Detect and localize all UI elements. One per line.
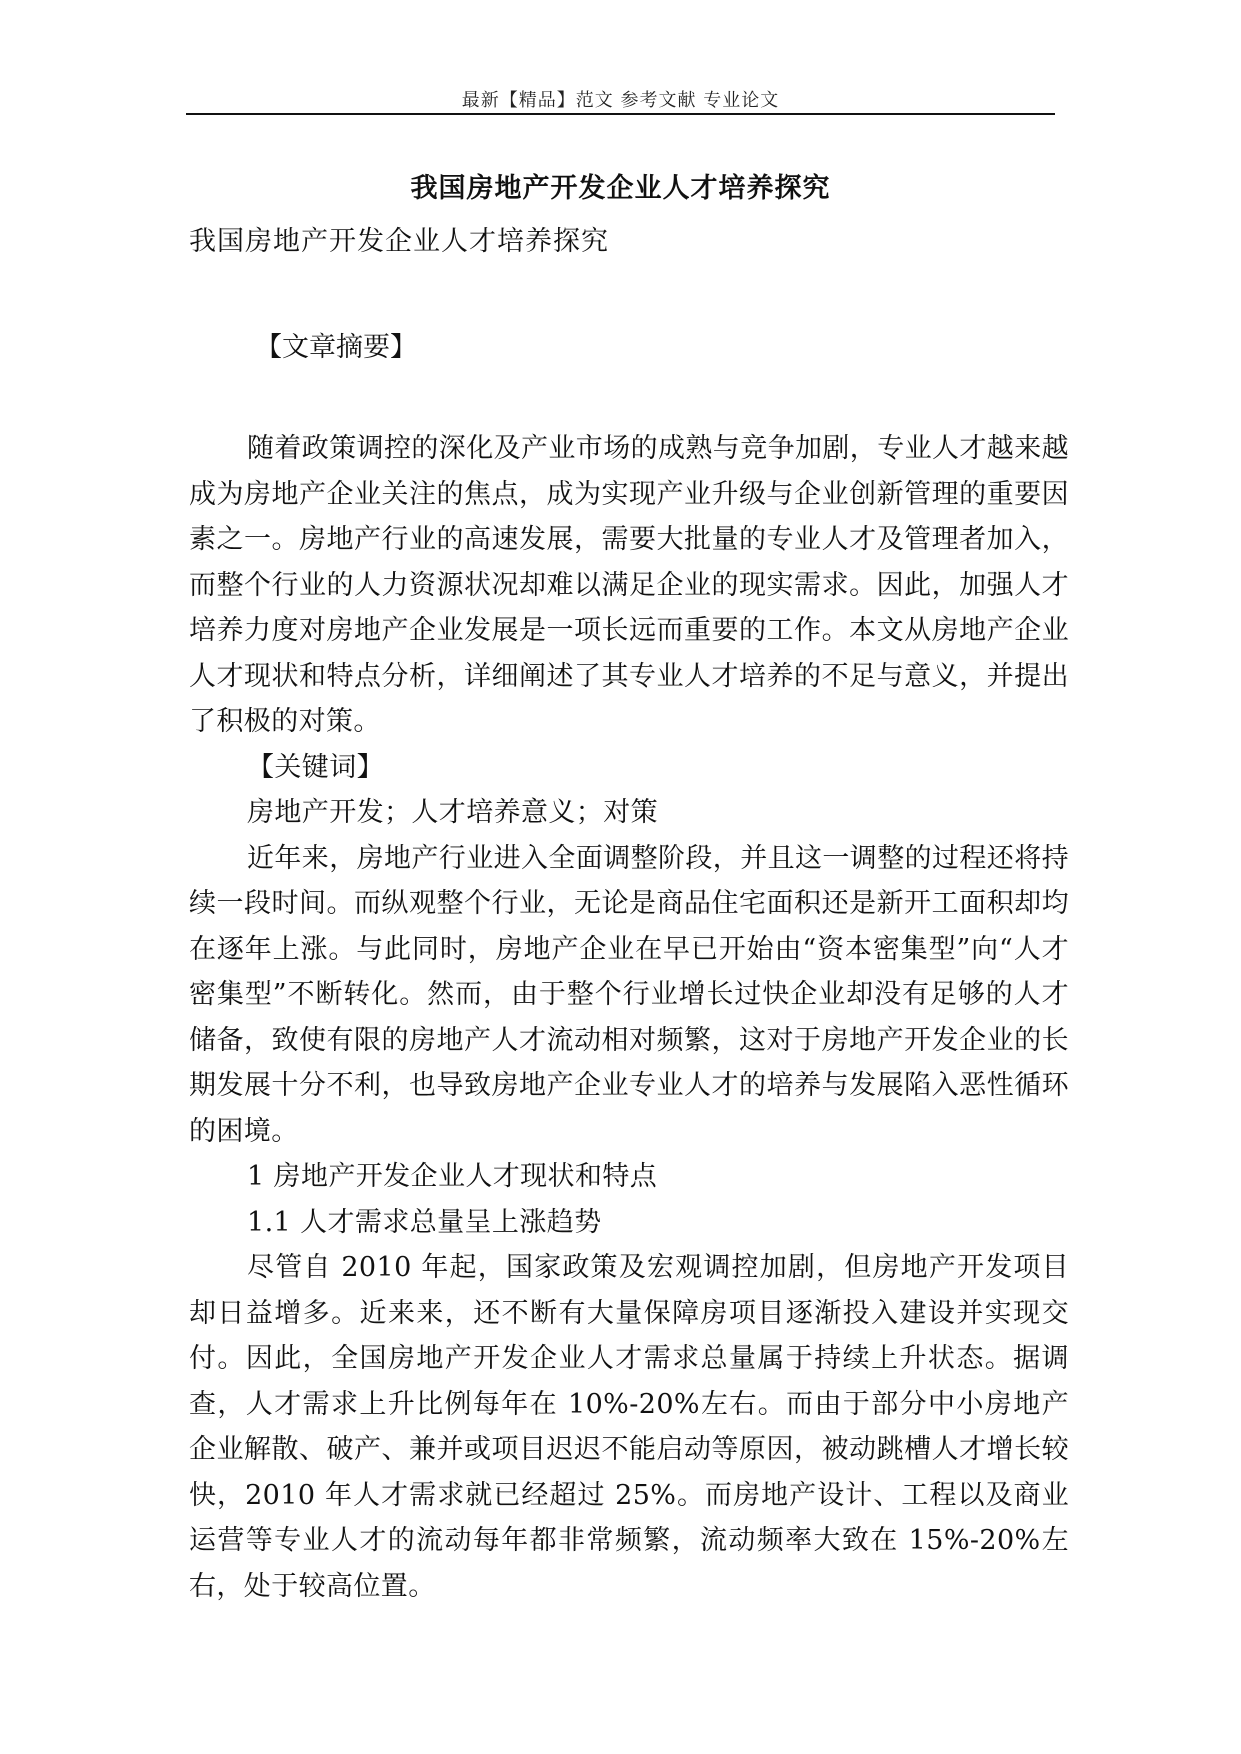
document-title: 我国房地产开发企业人才培养探究 <box>410 173 831 204</box>
section-1-1-paragraph: 尽管自 2010 年起，国家政策及宏观调控加剧，但房地产开发项目却日益增多。近来来，还不断有大量保障房项目逐渐投入建设并实现交付。因此，全国房地产开发企业人才需求总量属于持续上升状态。据调查，人才需求上升比例每年在 10%-20%左右。而由于部分中小房地产企业解散、破产、兼并或项目迟迟不能启动等原因，被动跳槽人才增长较快，2010 年人才需求就已经超过 25%。而房地产设计、工程以及商业运营等专业人才的流动每年都非常频繁，流动频率大致在 15%-20%左右，处于较高位置。 <box>189 1252 1069 1602</box>
document-subtitle: 我国房地产开发企业人才培养探究 <box>189 226 609 257</box>
abstract-heading: 【文章摘要】 <box>255 332 417 363</box>
keywords-heading: 【关键词】 <box>247 751 384 783</box>
section-heading-1: 1 房地产开发企业人才现状和特点 <box>247 1161 658 1192</box>
document-body <box>189 222 1069 1609</box>
abstract-paragraph: 随着政策调控的深化及产业市场的成熟与竞争加剧，专业人才越来越成为房地产企业关注的焦点，成为实现产业升级与企业创新管理的重要因素之一。房地产行业的高速发展，需要大批量的专业人才及管理者加入，而整个行业的人力资源状况却难以满足企业的现实需求。因此，加强人才培养力度对房地产企业发展是一项长远而重要的工作。本文从房地产企业人才现状和特点分析，详细阐述了其专业人才培养的不足与意义，并提出了积极的对策。 <box>189 433 1069 737</box>
keywords-list: 房地产开发；人才培养意义；对策 <box>247 797 658 828</box>
section-heading-1-1: 1.1 人才需求总量呈上涨趋势 <box>247 1206 602 1238</box>
page-header: 最新【精品】范文 参考文献 专业论文 <box>461 90 780 111</box>
header-divider <box>186 113 1055 115</box>
intro-paragraph: 近年来，房地产行业进入全面调整阶段，并且这一调整的过程还将持续一段时间。而纵观整个行业，无论是商品住宅面积还是新开工面积却均在逐年上涨。与此同时，房地产企业在早已开始由“资本密集型”向“人才密集型”不断转化。然而，由于整个行业增长过快企业却没有足够的人才储备，致使有限的房地产人才流动相对频繁，这对于房地产开发企业的长期发展十分不利，也导致房地产企业专业人才的培养与发展陷入恶性循环的困境。 <box>189 842 1069 1147</box>
